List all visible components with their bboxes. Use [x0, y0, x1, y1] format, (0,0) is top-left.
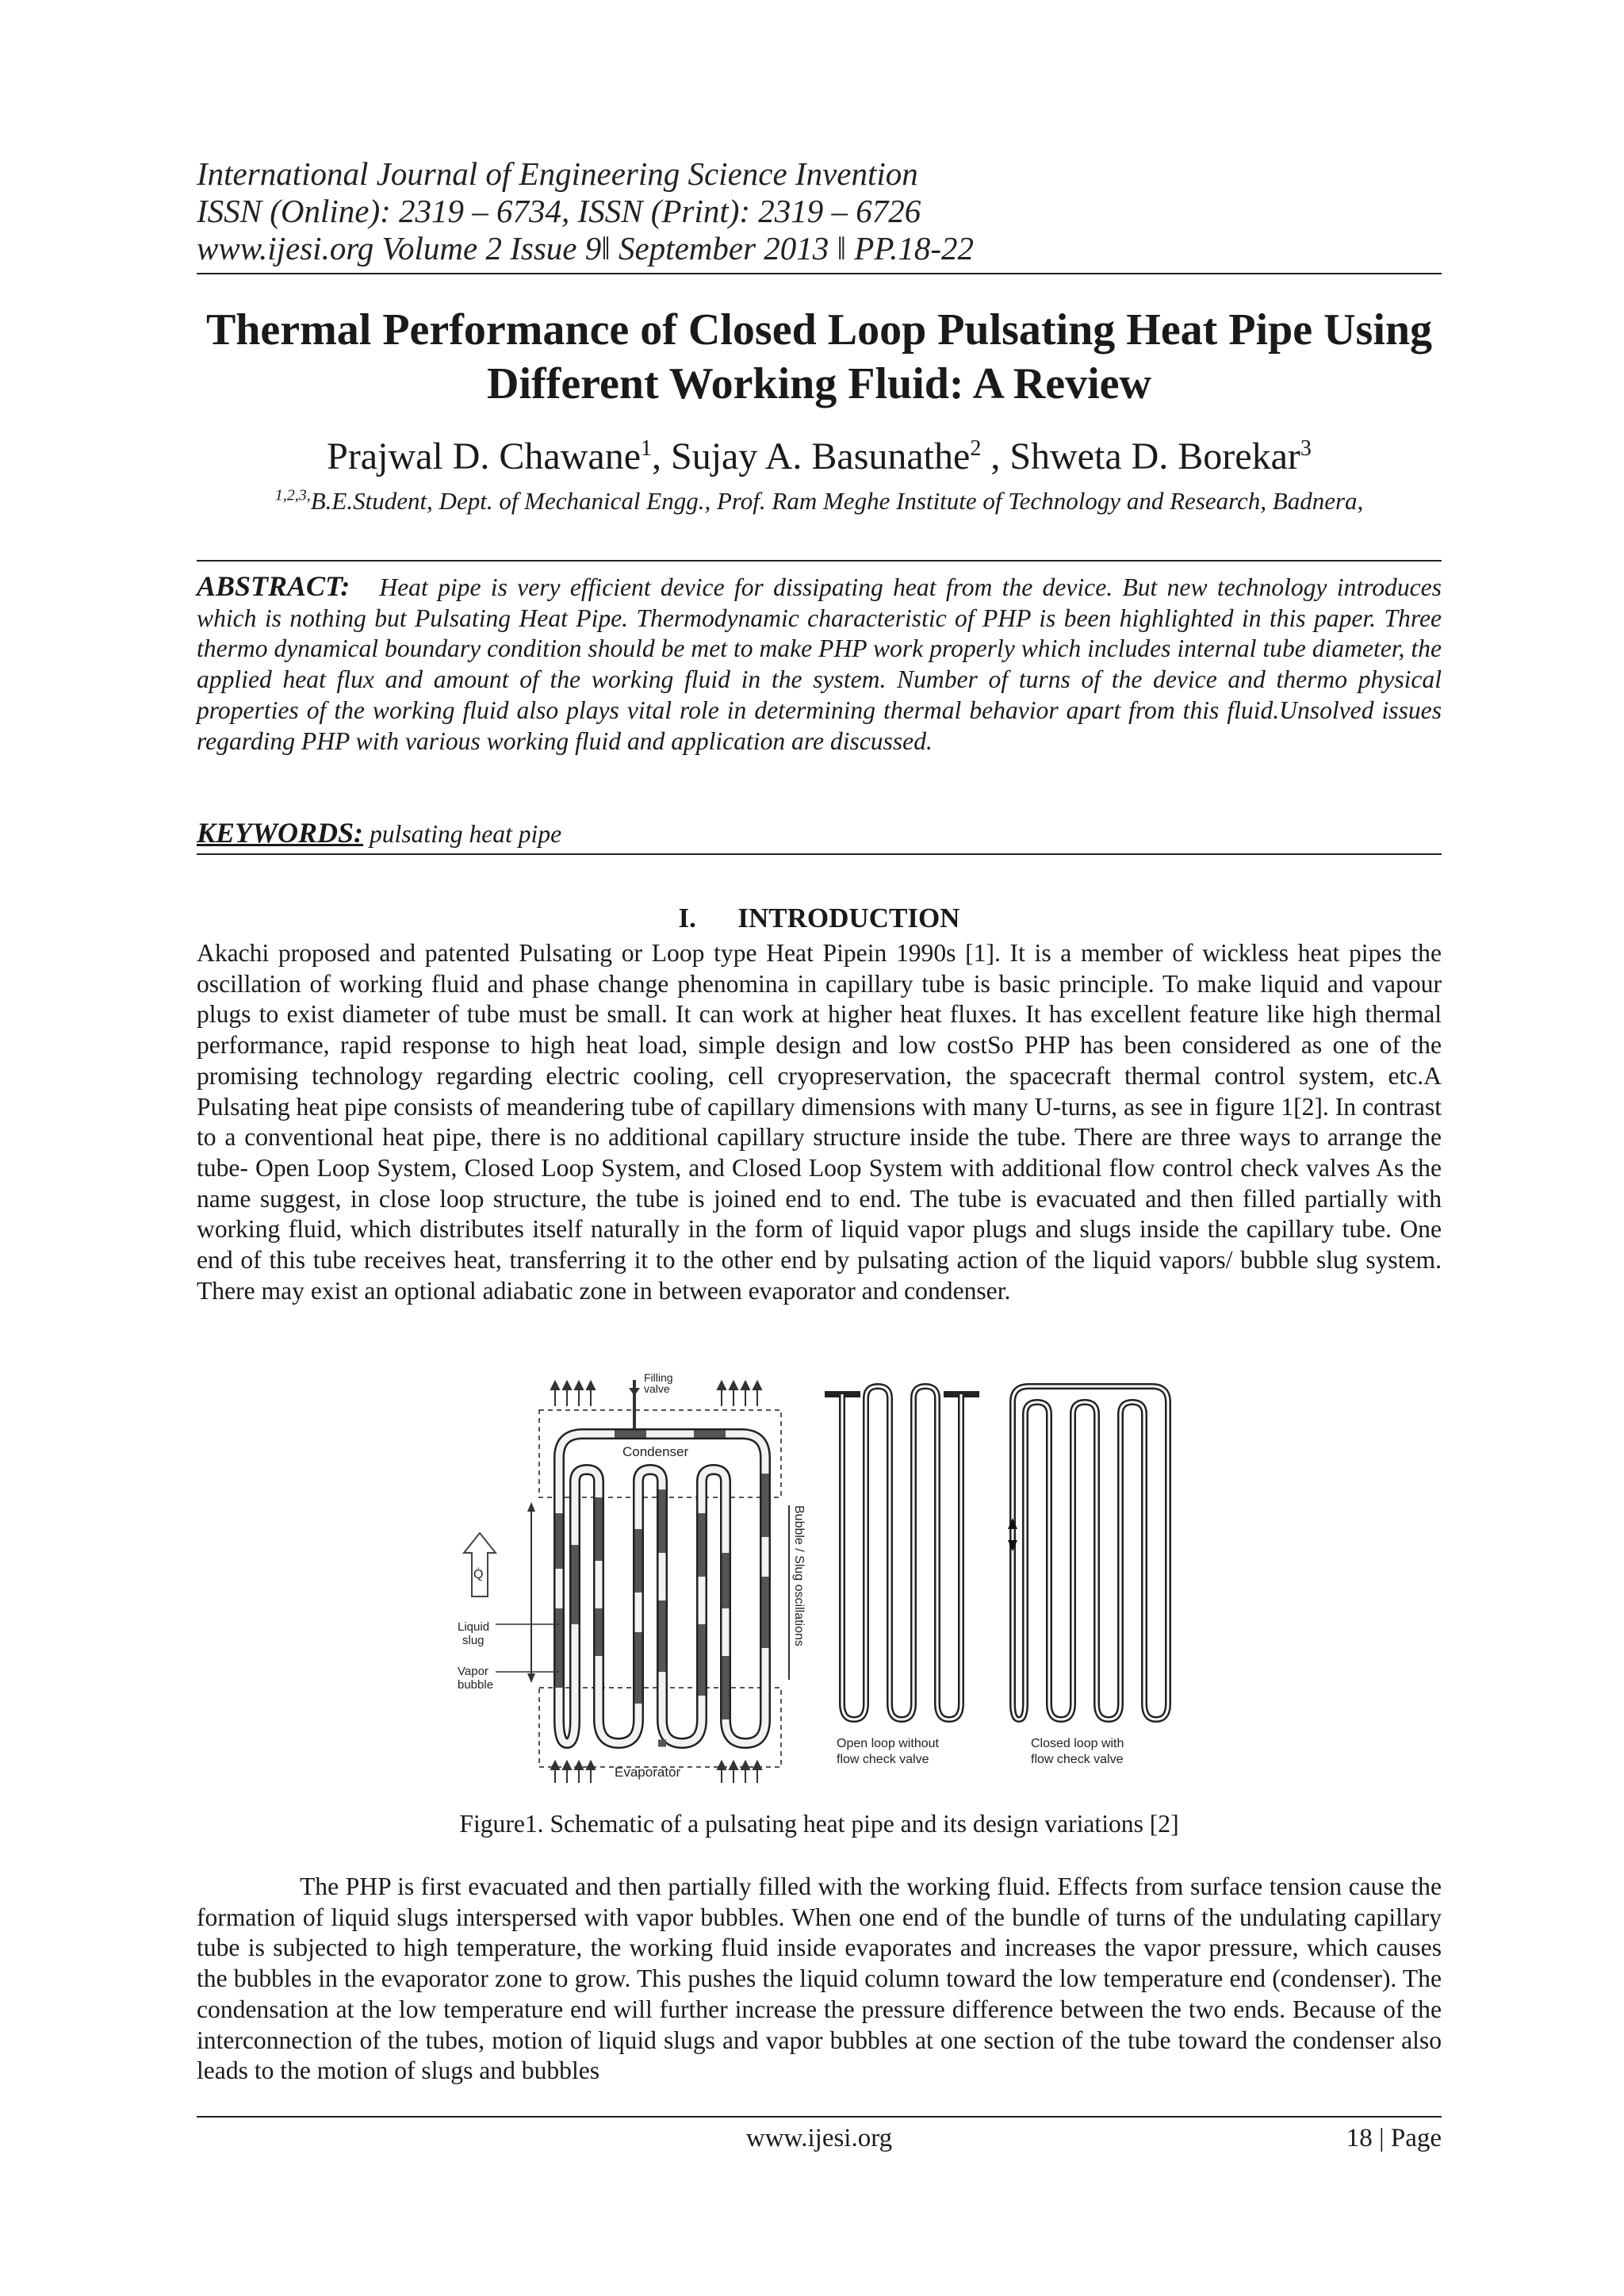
abstract-text: Heat pipe is very efficient device for dissipating heat from the device. But new technology introduces which is nothing but Pulsating Heat Pipe. Thermodynamic characteristic of PHP is been highlighted in this paper. Three thermo dynamical boundary condition should be met to make PHP work properly which includes internal tube diameter, the applied heat flux and amount of the working fluid in the system. Number of turns of the device and thermo physical properties of the working fluid also plays vital role in determining thermal behavior apart from this fluid.Unsolved issues regarding PHP with various working fluid and application are discussed.	[197, 573, 1442, 755]
keywords-rule	[197, 853, 1442, 855]
journal-header	[197, 155, 1442, 267]
footer-url[interactable]: www.ijesi.org	[745, 2124, 893, 2152]
author-list: Prajwal D. Chawane$^1$, Sujay A. Basunathe$^2$ , Shweta D. Borekar$^3$	[327, 435, 1312, 477]
affiliation	[197, 485, 1442, 517]
liquid-slug-label-1: Liquid	[458, 1620, 490, 1634]
php-schematic-figure	[456, 1370, 1201, 1783]
condenser-label: Condenser	[622, 1444, 689, 1459]
filling-valve-label-1: Filling	[644, 1371, 673, 1384]
keywords-text: pulsating heat pipe	[369, 820, 562, 848]
footer-rule	[197, 2116, 1442, 2118]
heat-q-label: Q̇	[473, 1568, 484, 1581]
intro-paragraph-2: The PHP is first evacuated and then partially filled with the working fluid. Effects from surface tension cause the formation of liquid slugs interspersed with vapor bubbles. When one end of the bundle of turns of the undulating capillary tube is subjected to high temperature, the working fluid inside evaporates and increases the vapor pressure, which causes the bubbles in the evaporator zone to grow. This pushes the liquid column toward the low temperature end (condenser). The condensation at the low temperature end will further increase the pressure difference between the two ends. Because of the interconnection of the tubes, motion of liquid slugs and vapor bubbles at one section of the tube toward the condenser also leads to the motion of slugs and bubbles	[197, 1872, 1442, 2085]
closed-loop-label-1: Closed loop with	[1031, 1737, 1124, 1750]
liquid-slug-label-2: slug	[462, 1634, 485, 1647]
author-sup: 3	[1300, 436, 1312, 461]
author-name: Shweta D. Borekar	[1009, 435, 1300, 477]
abstract-label: ABSTRACT:	[197, 570, 350, 602]
vapor-bubble-label-1: Vapor	[458, 1665, 488, 1678]
section-heading	[197, 901, 1442, 936]
journal-issn: ISSN (Online): 2319 – 6734, ISSN (Print): 2319 – 6726	[197, 193, 921, 229]
filling-valve-label-2: valve	[644, 1382, 670, 1395]
oscillation-label: Bubble / Slug oscillations	[792, 1505, 806, 1646]
journal-volume: www.ijesi.org Volume 2 Issue 9ǁ September 2013 ǁ PP.18-22	[197, 230, 974, 266]
vapor-bubble-label-2: bubble	[458, 1678, 494, 1692]
keywords-label: KEYWORDS:	[197, 817, 364, 849]
author-sup: 1	[641, 436, 653, 461]
title-line-2: Different Working Fluid: A Review	[487, 359, 1151, 408]
open-loop-label-1: Open loop without	[837, 1737, 939, 1750]
keywords	[197, 817, 1442, 850]
evaporator-label: Evaporator	[615, 1765, 681, 1780]
section-number: I.	[678, 903, 696, 933]
abstract	[197, 571, 1442, 757]
open-loop-label-2: flow check valve	[837, 1753, 929, 1766]
affiliation-sup: 1,2,3,	[274, 486, 311, 504]
figure-caption: Figure1. Schematic of a pulsating heat pipe and its design variations [2]	[459, 1810, 1179, 1838]
intro-paragraph-1: Akachi proposed and patented Pulsating or Loop type Heat Pipein 1990s [1]. It is a member of wickless heat pipes the oscillation of working fluid and phase change phenomina in capillary tube is basic principle. To make liquid and vapour plugs to exist diameter of tube must be small. It can work at higher heat fluxes. It has excellent feature like high thermal performance, rapid response to high heat load, simple design and low costSo PHP has been considered as one of the promising technology regarding electric cooling, cell cryopreservation, the spacecraft thermal control system, etc.A Pulsating heat pipe consists of meandering tube of capillary dimensions with many U-turns, as see in figure 1[2]. In contrast to a conventional heat pipe, there is no additional capillary structure inside the tube. There are three ways to arrange the tube- Open Loop System, Closed Loop System, and Closed Loop System with additional flow control check valves As the name suggest, in close loop structure, the tube is joined end to end. The tube is evacuated and then filled partially with working fluid, which distributes itself naturally in the form of liquid vapor plugs and slugs inside the capillary tube. One end of this tube receives heat, transferring it to the other end by pulsating action of the liquid vapors/ bubble slug system. There may exist an optional adiabatic zone in between evaporator and condenser.	[197, 939, 1442, 1305]
closed-loop-label-2: flow check valve	[1031, 1753, 1124, 1766]
title-line-1: Thermal Performance of Closed Loop Pulsating Heat Pipe Using	[205, 305, 1433, 355]
author-name: Prajwal D. Chawane	[327, 435, 642, 477]
abstract-top-rule	[197, 560, 1442, 562]
footer-page-number: 18 | Page	[1346, 2124, 1442, 2152]
author-sup: 2	[970, 436, 982, 461]
header-rule	[197, 273, 1442, 274]
section-title: INTRODUCTION	[737, 903, 960, 933]
journal-name: International Journal of Engineering Science Invention	[197, 155, 918, 192]
paper-title	[197, 303, 1442, 411]
author-name: Sujay A. Basunathe	[671, 435, 971, 477]
affiliation-text: B.E.Student, Dept. of Mechanical Engg., Prof. Ram Meghe Institute of Technology and Research, Badnera,	[310, 487, 1364, 515]
